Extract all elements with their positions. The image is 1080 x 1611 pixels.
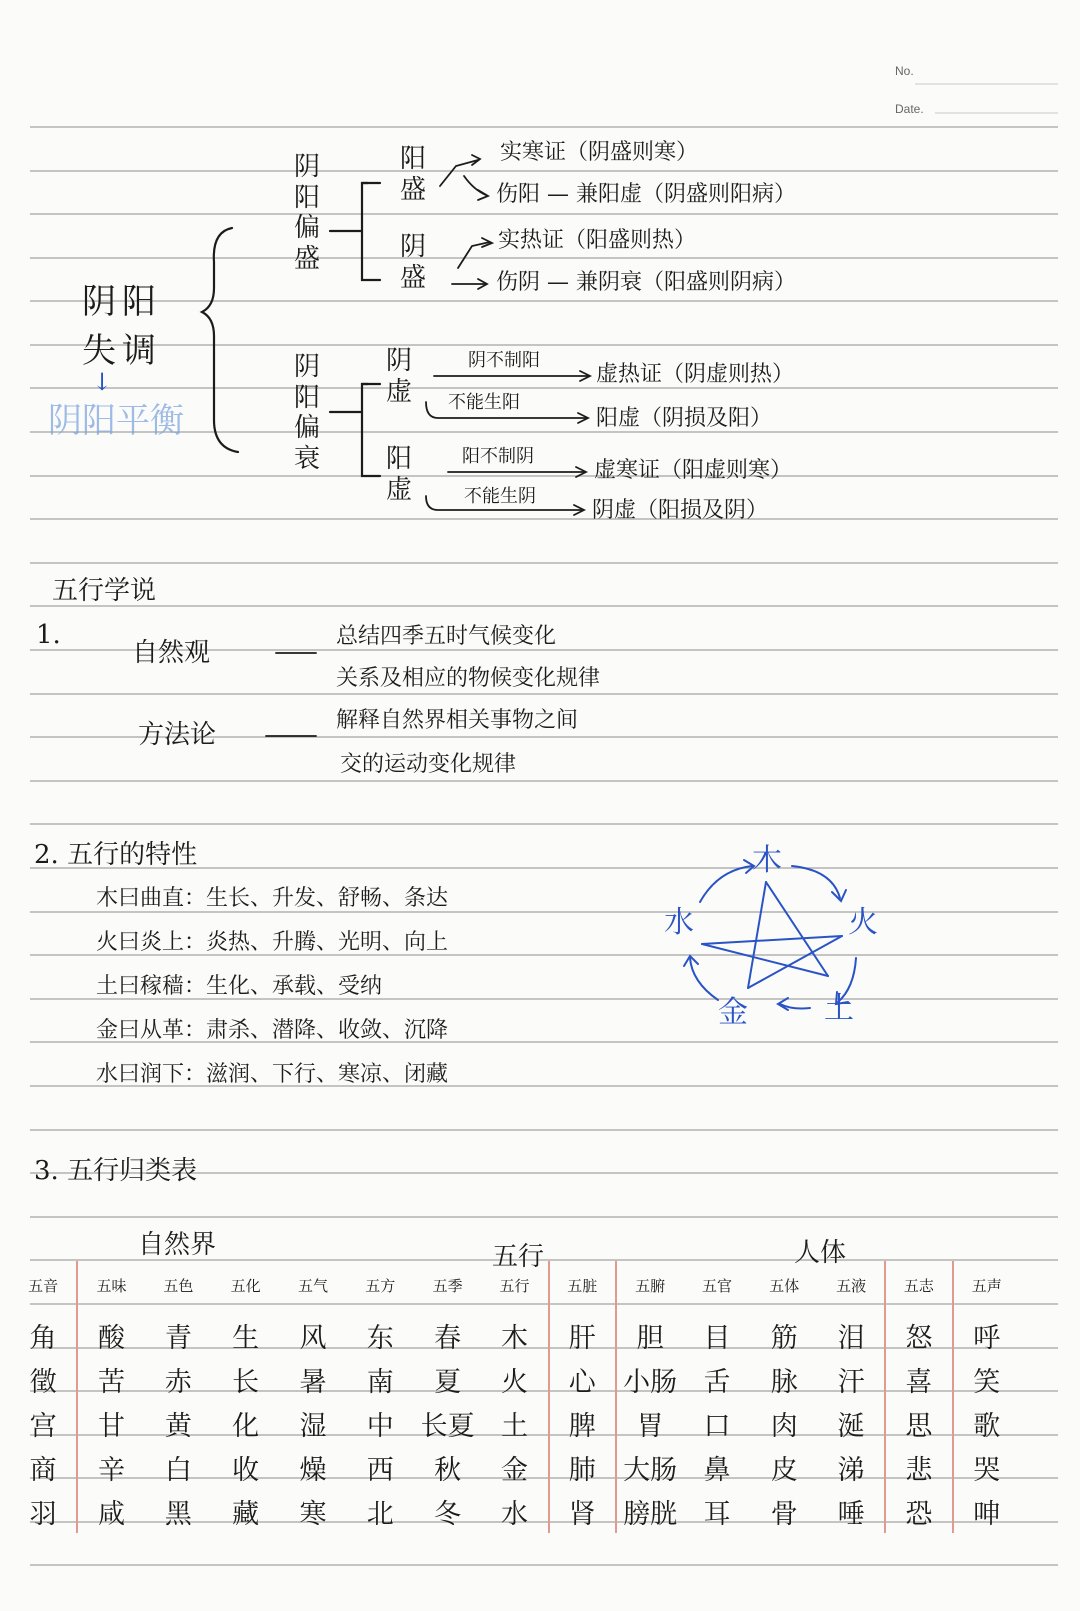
- table-cell: 湿: [299, 1410, 327, 1442]
- table-cell: 长: [232, 1366, 260, 1398]
- section-title-classification: 3. 五行归类表: [34, 1156, 198, 1186]
- item-nature-line1: 总结四季五时气候变化: [336, 624, 557, 649]
- column-header: 五色: [163, 1277, 194, 1296]
- table-cell: 咸: [77, 1489, 144, 1533]
- table-cell: 歌: [973, 1410, 1001, 1442]
- yang-xu-result1: 虚寒证（阳虚则寒）: [594, 458, 793, 483]
- property-line-fire: 火曰炎上：炎热、升腾、光明、向上: [96, 930, 449, 955]
- table-row: [10, 1313, 1020, 1357]
- table-cell: 胆: [636, 1322, 664, 1354]
- table-cell: 黑: [164, 1498, 192, 1530]
- yin-sheng-line2: 伤阴 — 兼阴衰（阳盛则阴病）: [496, 270, 796, 295]
- table-cell: 甘: [77, 1401, 144, 1445]
- group-label-body: 人体: [794, 1238, 847, 1268]
- item-number: 1.: [36, 620, 61, 650]
- section-title-wuxing: 五行学说: [52, 576, 157, 606]
- element-earth: 土: [824, 991, 854, 1026]
- table-cell: 脾: [549, 1401, 616, 1445]
- table-cell: 青: [164, 1322, 192, 1354]
- table-row: [10, 1401, 1020, 1445]
- table-cell: 唾: [818, 1489, 885, 1533]
- table-cell: 中: [366, 1410, 394, 1442]
- table-cell: 角: [29, 1322, 57, 1354]
- table-cell: 秋: [434, 1454, 462, 1486]
- column-header: 五腑: [635, 1277, 666, 1296]
- table-cell: 怒: [885, 1313, 952, 1357]
- column-header: 五志: [885, 1261, 952, 1313]
- table-cell: 羽: [29, 1498, 57, 1530]
- table-cell: 肺: [549, 1445, 616, 1489]
- table-cell: 辛: [77, 1445, 144, 1489]
- date-label: Date.: [895, 102, 924, 116]
- table-cell: 南: [366, 1366, 394, 1398]
- wuxing-classification-table: [10, 1261, 1020, 1533]
- yang-xu-arrow1: 阳不制阴: [462, 446, 534, 467]
- item-method-line1: 解释自然界相关事物之间: [336, 708, 579, 733]
- yang-xu-arrow2: 不能生阴: [464, 486, 536, 507]
- root-label: 阴阳失调: [82, 282, 162, 372]
- table-cell: 水: [481, 1489, 548, 1533]
- column-header: 五气: [297, 1277, 328, 1296]
- element-metal: 金: [718, 995, 748, 1030]
- column-header: 五音: [28, 1277, 59, 1296]
- column-header: 五体: [769, 1277, 800, 1296]
- table-cell: 心: [549, 1357, 616, 1401]
- table-cell: 黄: [164, 1410, 192, 1442]
- table-cell: 笑: [973, 1366, 1001, 1398]
- table-cell: 骨: [770, 1498, 798, 1530]
- table-cell: 徵: [29, 1366, 57, 1398]
- table-cell: 肝: [549, 1313, 616, 1357]
- table-cell: 春: [434, 1322, 462, 1354]
- table-cell: 生: [232, 1322, 260, 1354]
- down-arrow-icon: ↓: [92, 368, 113, 396]
- column-header: 五方: [365, 1277, 396, 1296]
- element-fire: 火: [848, 905, 878, 940]
- wuxing-cycle-diagram: [660, 840, 900, 1060]
- table-cell: 鼻: [703, 1454, 731, 1486]
- table-cell: 哭: [973, 1454, 1001, 1486]
- yin-xu-arrow1: 阴不制阳: [468, 350, 540, 371]
- table-header-row: [10, 1261, 1020, 1313]
- element-water: 水: [664, 905, 694, 940]
- table-row: [10, 1445, 1020, 1489]
- group-label-wuxing: 五行: [492, 1242, 545, 1272]
- column-header: 五季: [432, 1277, 463, 1296]
- table-cell: 泪: [818, 1313, 885, 1357]
- cycle-arrow-metal-water: [690, 958, 718, 1000]
- yang-xu-label: 阳虚: [385, 444, 412, 505]
- table-cell: 目: [703, 1322, 731, 1354]
- table-cell: 耳: [703, 1498, 731, 1530]
- table-cell: 悲: [885, 1445, 952, 1489]
- yin-sheng-line1: 实热证（阳盛则热）: [498, 228, 697, 253]
- table-cell: 暑: [299, 1366, 327, 1398]
- column-header: 五脏: [549, 1261, 616, 1313]
- table-cell: 呼: [973, 1322, 1001, 1354]
- property-line-metal: 金曰从革：肃杀、潜降、收敛、沉降: [96, 1018, 449, 1043]
- table-cell: 赤: [164, 1366, 192, 1398]
- property-line-wood: 木曰曲直：生长、升发、舒畅、条达: [96, 886, 449, 911]
- table-cell: 脉: [770, 1366, 798, 1398]
- table-cell: 西: [366, 1454, 394, 1486]
- element-wood: 木: [752, 843, 782, 878]
- group-label-nature: 自然界: [138, 1230, 217, 1260]
- section-title-properties: 2. 五行的特性: [34, 840, 198, 870]
- table-cell: 风: [299, 1322, 327, 1354]
- no-label: No.: [895, 64, 914, 78]
- table-cell: 商: [29, 1454, 57, 1486]
- table-cell: 膀胱: [623, 1498, 678, 1530]
- yin-xu-arrow2: 不能生阳: [448, 392, 520, 413]
- table-cell: 口: [703, 1410, 731, 1442]
- yin-xu-result2: 阳虚（阴损及阳）: [596, 406, 773, 431]
- table-cell: 夏: [434, 1366, 462, 1398]
- item-label-method: 方法论: [138, 720, 217, 750]
- property-line-water: 水曰润下：滋润、下行、寒凉、闭藏: [96, 1062, 449, 1087]
- star-edge-fire-metal: [748, 936, 842, 988]
- table-cell: 筋: [770, 1322, 798, 1354]
- table-cell: 冬: [434, 1498, 462, 1530]
- pian-sheng-label: 阴阳偏盛: [293, 152, 320, 275]
- yang-sheng-label: 阳盛: [399, 144, 426, 205]
- column-header: 五官: [701, 1277, 732, 1296]
- item-nature-line2: 关系及相应的物候变化规律: [336, 666, 601, 691]
- table-cell: 火: [481, 1357, 548, 1401]
- column-header: 五行: [481, 1261, 548, 1313]
- column-header: 五液: [818, 1261, 885, 1313]
- table-cell: 涎: [818, 1401, 885, 1445]
- table-cell: 白: [164, 1454, 192, 1486]
- table-cell: 寒: [299, 1498, 327, 1530]
- table-cell: 燥: [299, 1454, 327, 1486]
- table-cell: 长夏: [420, 1410, 475, 1442]
- table-cell: 肾: [549, 1489, 616, 1533]
- yin-xu-label: 阴虚: [385, 346, 412, 407]
- table-cell: 宫: [29, 1410, 57, 1442]
- table-cell: 酸: [77, 1313, 144, 1357]
- table-cell: 胃: [636, 1410, 664, 1442]
- table-row: [10, 1489, 1020, 1533]
- table-row: [10, 1357, 1020, 1401]
- property-line-earth: 土曰稼穑：生化、承载、受纳: [96, 974, 383, 999]
- table-cell: 呻: [973, 1498, 1001, 1530]
- table-cell: 肉: [770, 1410, 798, 1442]
- column-header: 五味: [77, 1261, 144, 1313]
- table-cell: 大肠: [623, 1454, 678, 1486]
- table-cell: 化: [232, 1410, 260, 1442]
- pian-shuai-label: 阴阳偏衰: [293, 352, 320, 475]
- table-cell: 涕: [818, 1445, 885, 1489]
- yang-sheng-line2: 伤阳 — 兼阳虚（阴盛则阳病）: [496, 182, 796, 207]
- cycle-arrow-water-wood: [700, 866, 752, 902]
- table-cell: 小肠: [623, 1366, 678, 1398]
- star-edge-metal-wood: [748, 882, 766, 988]
- table-cell: 木: [481, 1313, 548, 1357]
- yin-xu-result1: 虚热证（阴虚则热）: [596, 362, 795, 387]
- yin-sheng-label: 阴盛: [399, 232, 426, 293]
- yang-xu-result2: 阴虚（阳损及阴）: [592, 498, 769, 523]
- column-header: 五化: [230, 1277, 261, 1296]
- table-cell: 土: [481, 1401, 548, 1445]
- table-cell: 思: [885, 1401, 952, 1445]
- table-cell: 汗: [818, 1357, 885, 1401]
- table-cell: 金: [481, 1445, 548, 1489]
- column-header: 五声: [971, 1277, 1002, 1296]
- table-cell: 藏: [232, 1498, 260, 1530]
- item-method-line2: 交的运动变化规律: [340, 752, 517, 777]
- table-cell: 恐: [885, 1489, 952, 1533]
- star-edge-water-fire: [702, 936, 842, 944]
- table-cell: 苦: [77, 1357, 144, 1401]
- table-cell: 收: [232, 1454, 260, 1486]
- table-cell: 喜: [885, 1357, 952, 1401]
- table-cell: 皮: [770, 1454, 798, 1486]
- item-label-nature: 自然观: [132, 638, 211, 668]
- handwritten-note: 阴阳平衡: [48, 401, 184, 441]
- table-cell: 东: [366, 1322, 394, 1354]
- table-cell: 舌: [703, 1366, 731, 1398]
- yang-sheng-line1: 实寒证（阴盛则寒）: [500, 140, 699, 165]
- table-cell: 北: [366, 1498, 394, 1530]
